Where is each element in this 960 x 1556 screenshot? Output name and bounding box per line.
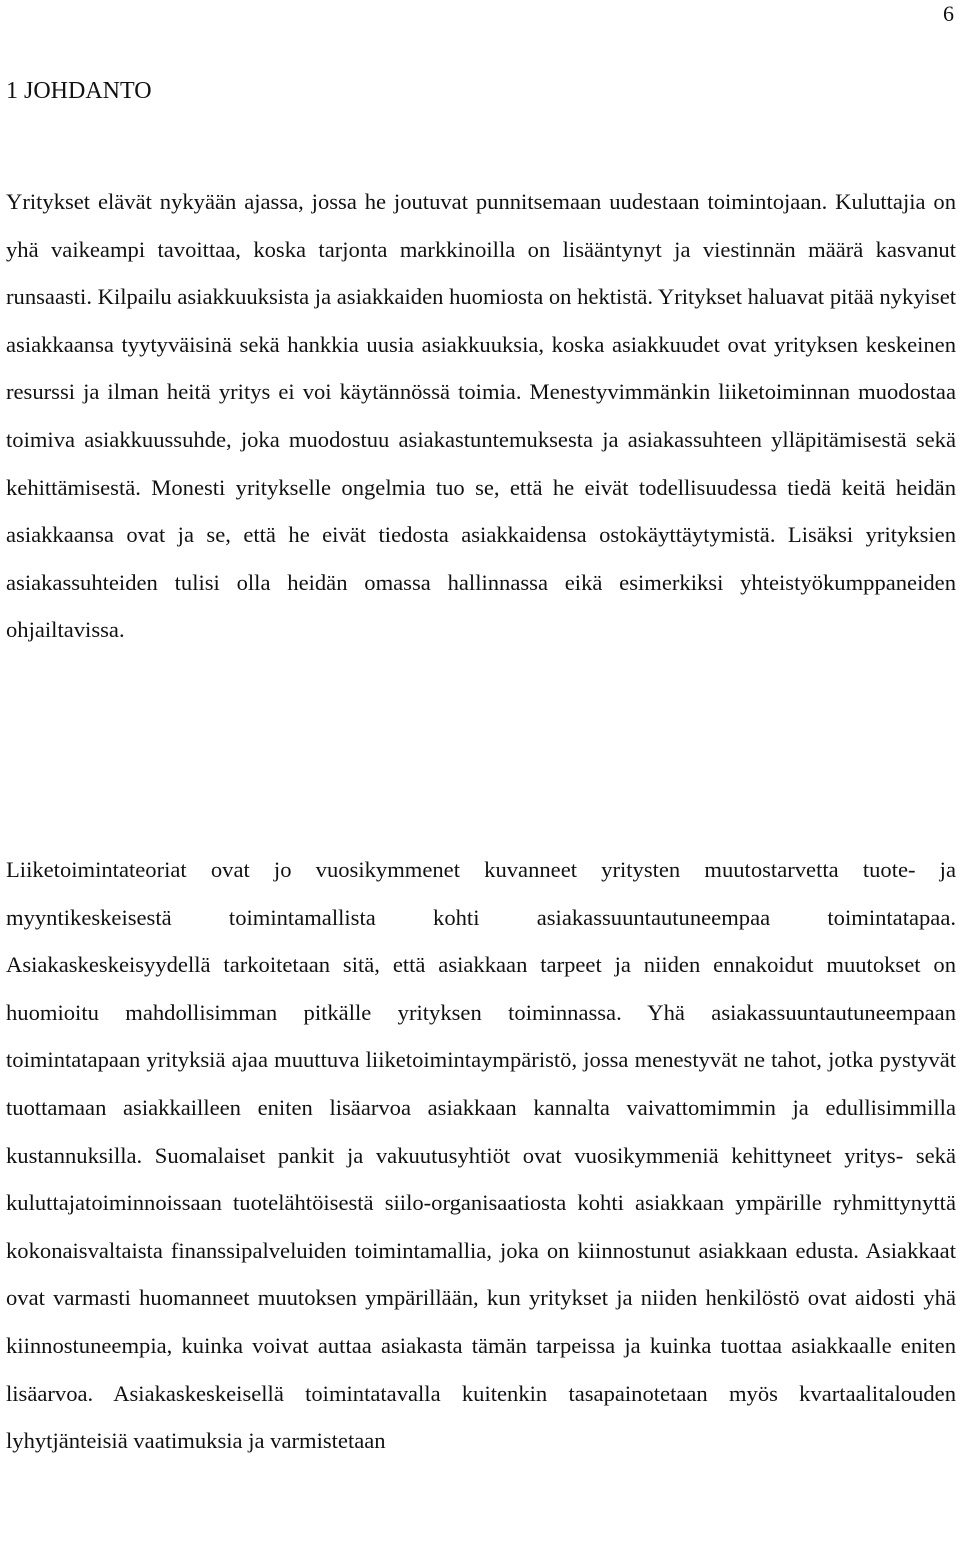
page-number: 6 — [943, 1, 954, 26]
body-paragraph-business-theory: Liiketoimintateoriat ovat jo vuosikymmenet kuvanneet yritysten muutostarvetta tuote- ja myyntikeskeisestä toimintamallista kohti asiakassuuntautuneempaa toimintatapaa. Asiakaskeskeisyydellä tarkoitetaan sitä, että asiakkaan tarpeet ja niiden ennakoidut muutokset on huomioitu mahdollisimman pitkälle yrityksen toiminnassa. Yhä asiakassuuntautuneempaan toimintatapaan yrityksiä ajaa muuttuva liiketoimintaympäristö, jossa menestyvät ne tahot, jotka pystyvät tuottamaan asiakkailleen eniten lisäarvoa asiakkaan kannalta vaivattomimmin ja edullisimmilla kustannuksilla. Suomalaiset pankit ja vakuutusyhtiöt ovat vuosikymmeniä kehittyneet yritys- sekä kuluttajatoiminnoissaan tuotelähtöisestä siilo-organisaatiosta kohti asiakkaan ympärille ryhmittynyttä kokonaisvaltaista finanssipalveluiden toimintamallia, joka on kiinnostunut asiakkaan edusta. Asiakkaat ovat varmasti huomanneet muutoksen ympärillään, kun yritykset ja niiden henkilöstö ovat aidosti yhä kiinnostuneempia, kuinka voivat auttaa asiakasta tämän tarpeissa ja kuinka tuottaa asiakkaalle eniten lisäarvoa. Asiakaskeskeisellä toimintatavalla kuitenkin tasapainotetaan myös kvartaalitalouden lyhytjänteisiä vaatimuksia ja varmistetaan — [6, 857, 956, 1454]
chapter-heading: 1 JOHDANTO — [6, 78, 152, 104]
body-paragraph-intro: Yritykset elävät nykyään ajassa, jossa he joutuvat punnitsemaan uudestaan toimintojaan. Kuluttajia on yhä vaikeampi tavoittaa, koska tarjonta markkinoilla on lisääntynyt ja viestinnän määrä kasvanut runsaasti. Kilpailu asiakkuuksista ja asiakkaiden huomiosta on hektistä. Yritykset haluavat pitää nykyiset asiakkaansa tyytyväisinä sekä hankkia uusia asiakkuuksia, koska asiakkuudet ovat yrityksen keskeinen resurssi ja ilman heitä yritys ei voi käytännössä toimia. Menestyvimmänkin liiketoiminnan muodostaa toimiva asiakkuussuhde, joka muodostuu asiakastuntemuksesta ja asiakassuhteen ylläpitämisestä sekä kehittämisestä. Monesti yritykselle ongelmia tuo se, että he eivät todellisuudessa tiedä keitä heidän asiakkaansa ovat ja se, että he eivät tiedosta asiakkaidensa ostokäyttäytymistä. Lisäksi yrityksien asiakassuhteiden tulisi olla heidän omassa hallinnassa eikä esimerkiksi yhteistyökumppaneiden ohjailtavissa. — [6, 189, 956, 643]
